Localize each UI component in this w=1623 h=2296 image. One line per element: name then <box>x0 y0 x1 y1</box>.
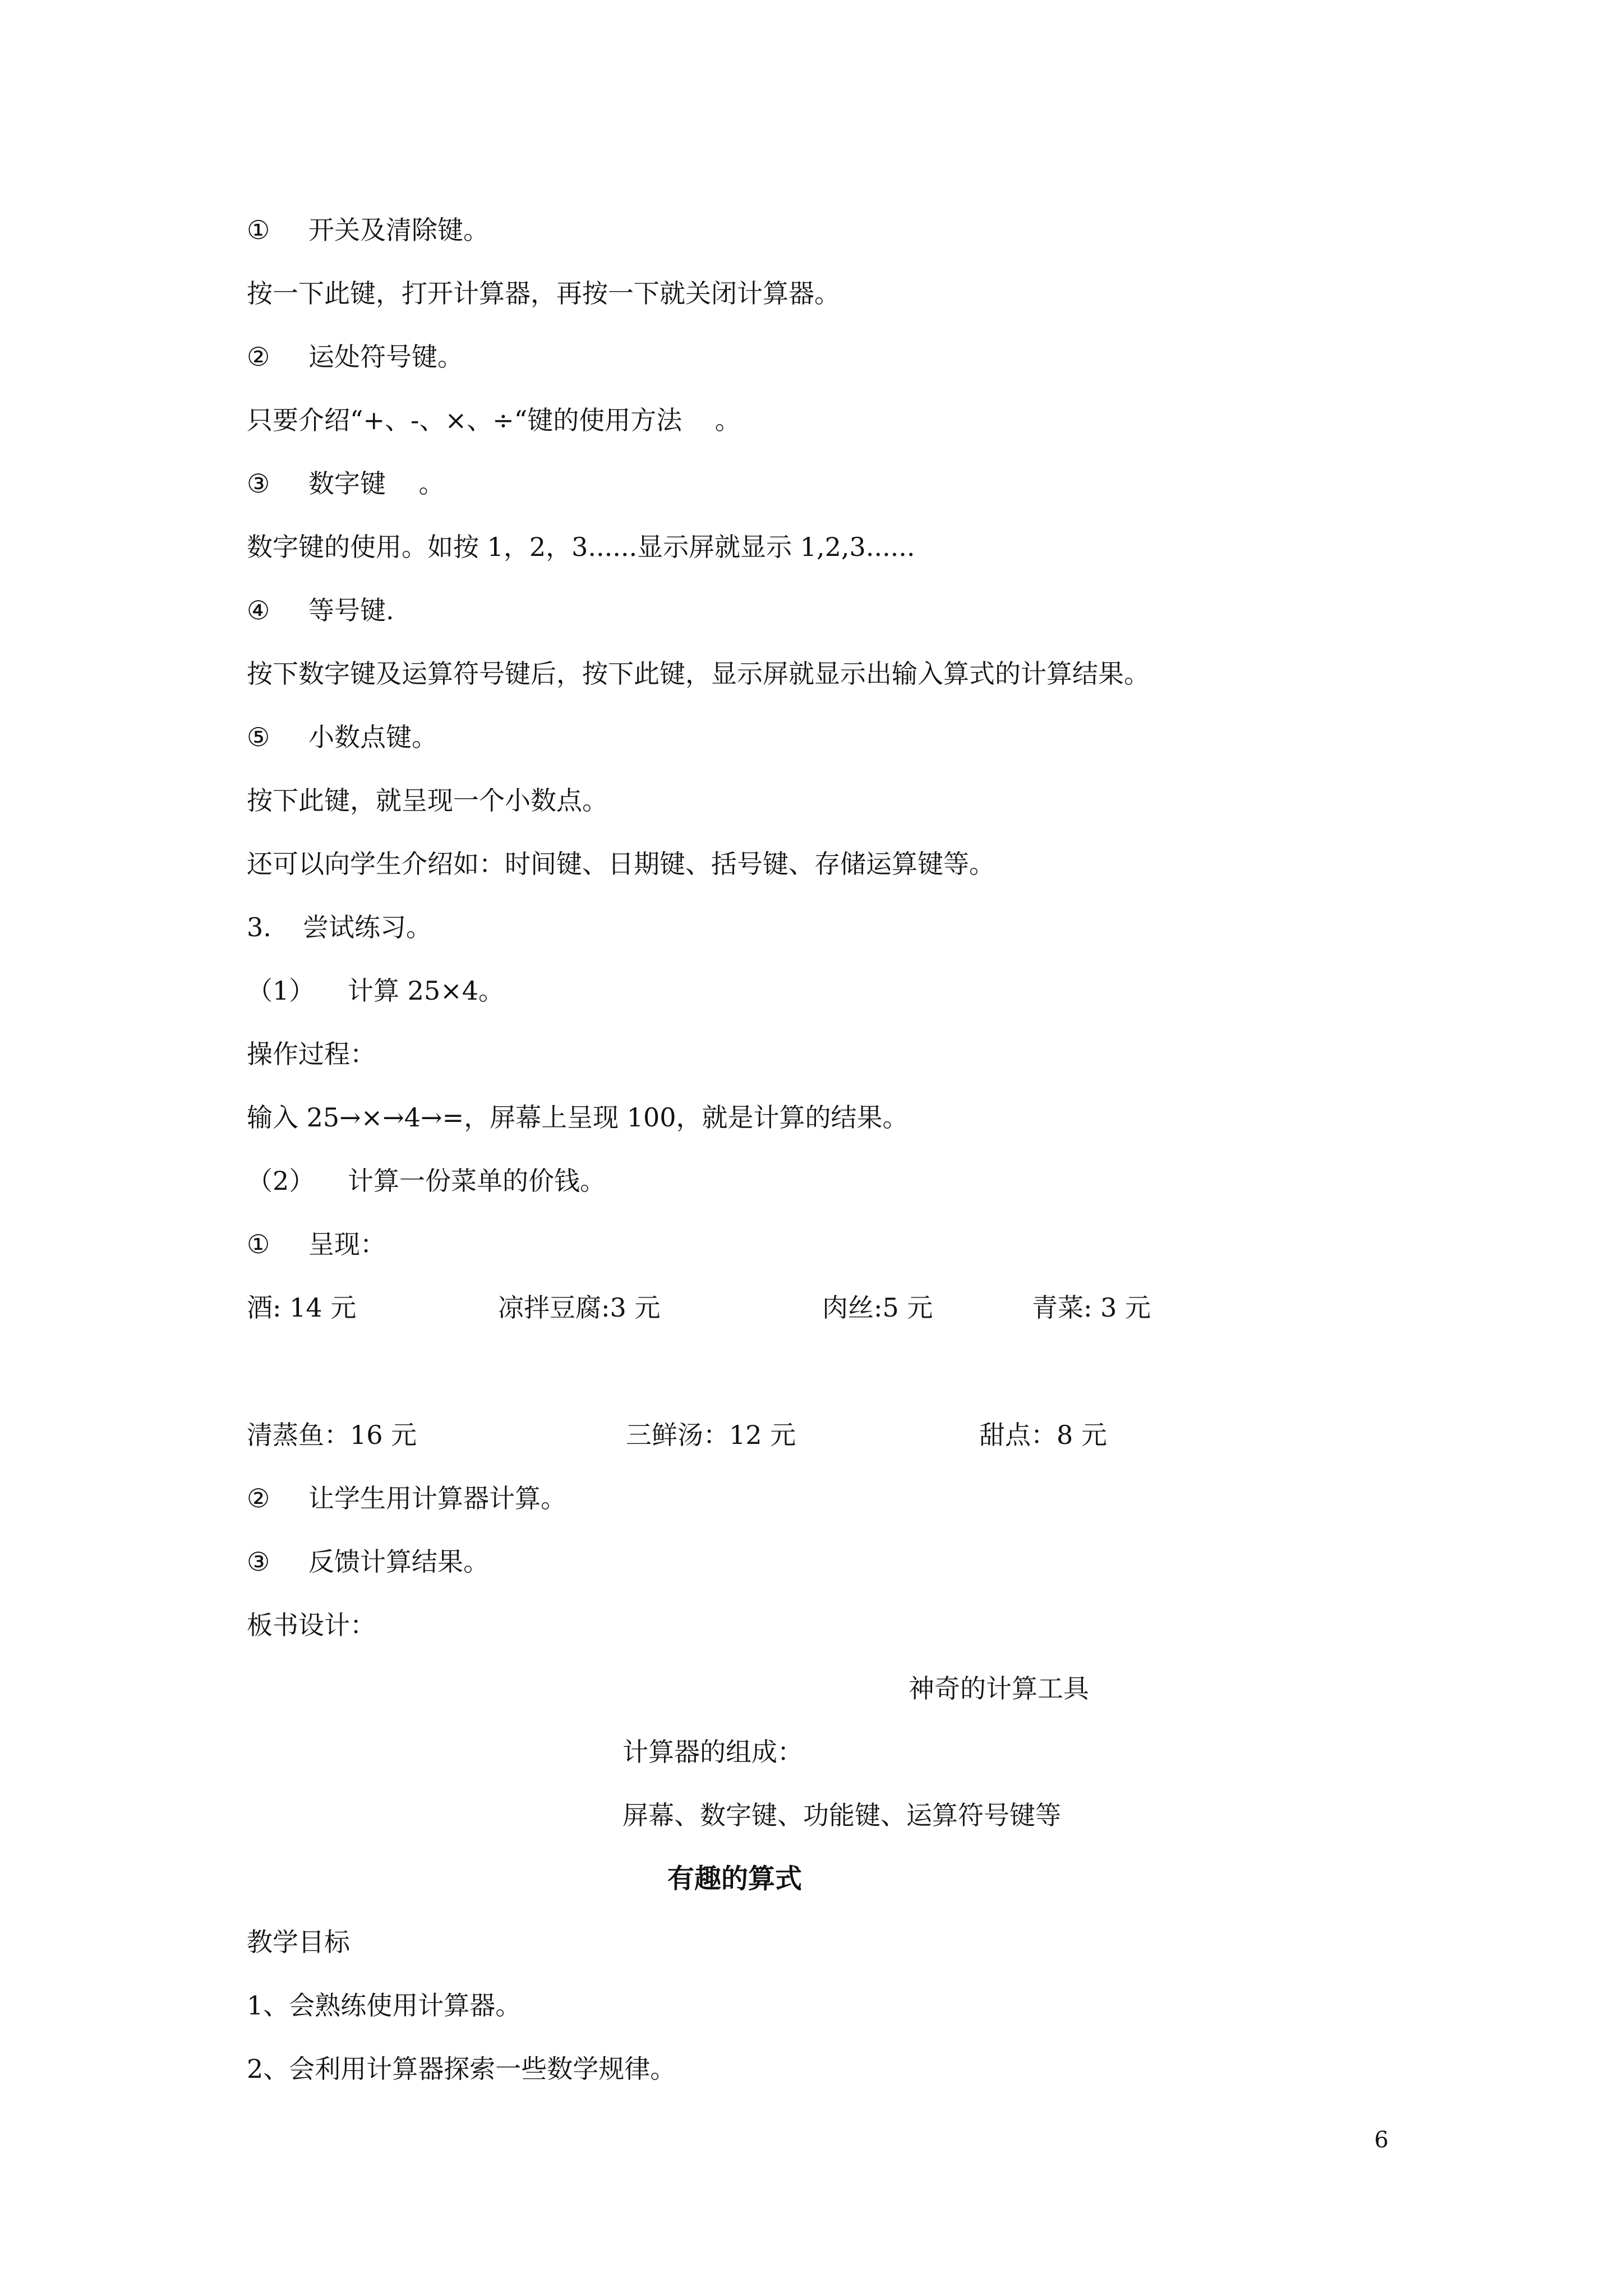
item-number: ② <box>247 1483 270 1513</box>
paragraph: 按一下此键，打开计算器，再按一下就关闭计算器。 <box>247 278 840 309</box>
item-text: 小数点键。 <box>308 722 437 752</box>
menu-item: 三鲜汤：12 元 <box>626 1420 796 1450</box>
sub-item-text: 计算一份菜单的价钱。 <box>348 1166 606 1196</box>
item-text: 开关及清除键。 <box>308 215 489 245</box>
board-title: 神奇的计算工具 <box>909 1673 1089 1704</box>
board-keys: 屏幕、数字键、功能键、运算符号键等 <box>623 1800 1061 1830</box>
menu-item: 酒: 14 元 <box>247 1292 357 1323</box>
item-text: 呈现： <box>308 1229 386 1259</box>
goal-item: 2、会利用计算器探索一些数学规律。 <box>247 2054 676 2084</box>
item-present <box>247 1227 386 1261</box>
item-text: 反馈计算结果。 <box>308 1547 489 1577</box>
item-number: ① <box>247 1229 270 1259</box>
lesson-title: 有趣的算式 <box>667 1863 803 1894</box>
sub-item-1 <box>247 974 504 1007</box>
paragraph: 板书设计： <box>247 1610 376 1640</box>
paragraph: 只要介绍“+、-、×、÷“键的使用方法 。 <box>247 405 741 435</box>
item-text: 等号键. <box>308 595 394 625</box>
item-5 <box>247 720 437 754</box>
item-feedback <box>247 1545 489 1579</box>
sub-item-number: （2） <box>247 1166 315 1196</box>
paragraph: 还可以向学生介绍如：时间键、日期键、括号键、存储运算键等。 <box>247 849 995 879</box>
item-1 <box>247 213 489 247</box>
item-calc <box>247 1481 566 1515</box>
item-text: 让学生用计算器计算。 <box>308 1483 566 1513</box>
item-number: ③ <box>247 1547 270 1577</box>
board-composition: 计算器的组成： <box>623 1737 803 1767</box>
item-number: ① <box>247 215 270 245</box>
sub-item-text: 计算 25×4。 <box>348 976 504 1006</box>
item-text: 数字键 。 <box>308 468 445 499</box>
page-number: 6 <box>1374 2127 1389 2153</box>
item-number: ⑤ <box>247 722 270 752</box>
menu-item: 肉丝:5 元 <box>822 1292 933 1323</box>
item-text: 运处符号键。 <box>308 342 463 372</box>
item-number: ④ <box>247 595 270 625</box>
menu-item: 清蒸鱼：16 元 <box>247 1420 417 1450</box>
item-number: ③ <box>247 468 270 499</box>
menu-item: 甜点：8 元 <box>979 1420 1107 1450</box>
paragraph: 按下数字键及运算符号键后，按下此键，显示屏就显示出输入算式的计算结果。 <box>247 659 1150 689</box>
goal-item: 1、会熟练使用计算器。 <box>247 1990 522 2021</box>
paragraph: 数字键的使用。如按 1，2，3......显示屏就显示 1,2,3...... <box>247 532 915 562</box>
sub-item-2 <box>247 1164 606 1198</box>
section-number: 3. <box>247 912 271 942</box>
paragraph: 输入 25→×→4→=，屏幕上呈现 100，就是计算的结果。 <box>247 1102 909 1133</box>
section-text: 尝试练习。 <box>303 912 432 942</box>
menu-item: 青菜: 3 元 <box>1032 1292 1151 1323</box>
paragraph: 操作过程： <box>247 1039 376 1069</box>
item-number: ② <box>247 342 270 372</box>
goal-heading: 教学目标 <box>247 1927 350 1957</box>
paragraph: 按下此键，就呈现一个小数点。 <box>247 785 608 816</box>
item-4 <box>247 593 394 627</box>
item-2 <box>247 340 463 374</box>
sub-item-number: （1） <box>247 976 315 1006</box>
menu-item: 凉拌豆腐:3 元 <box>498 1292 661 1323</box>
item-3 <box>247 467 445 500</box>
section-heading <box>247 910 432 944</box>
